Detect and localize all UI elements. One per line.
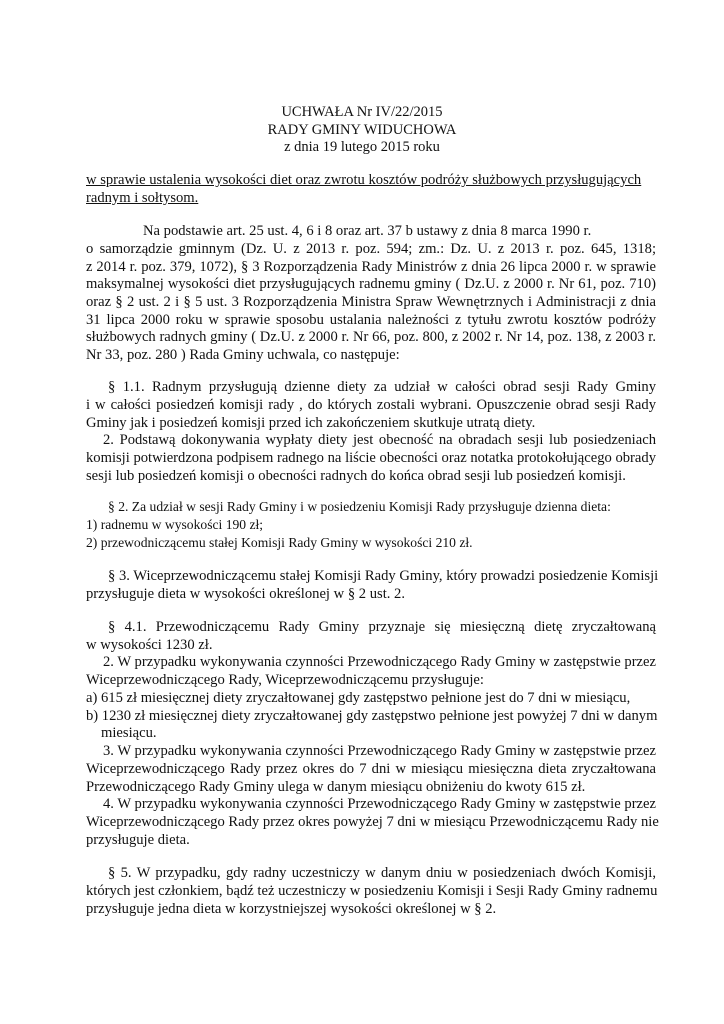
preamble-line: maksymalnej wysokości diet przysługujących radnemu gminy ( Dz.U. z 2000 r. Nr 61, poz. 710)	[86, 276, 656, 292]
par4-line: 2. W przypadku wykonywania czynności Przewodniczącego Rady Gminy w zastępstwie przez	[103, 654, 656, 670]
subject-line: radnym i sołtysom.	[86, 190, 199, 206]
par4-line: Wiceprzewodniczącego Rady przez okres do 7 dni w miesiącu miesięczna dieta zryczałtowana	[86, 761, 656, 777]
par4-line: przysługuje dieta.	[86, 832, 190, 848]
par5-line: których jest członkiem, bądź też uczestniczy w posiedzeniu Komisji i Sesji Rady Gminy radnemu	[86, 883, 658, 899]
par4-line: § 4.1. Przewodniczącemu Rady Gminy przyznaje się miesięczną dietę zryczałtowaną	[108, 619, 656, 635]
par4-line: b) 1230 zł miesięcznej diety zryczałtowanej gdy zastępstwo pełnione jest powyżej 7 dni w danym	[86, 708, 658, 724]
preamble-line: o samorządzie gminnym (Dz. U. z 2013 r. poz. 594; zm.: Dz. U. z 2013 r. poz. 645, 1318;	[86, 241, 656, 257]
preamble-line: służbowych radnych gminy ( Dz.U. z 2000 r. Nr 66, poz. 800, z 2002 r. Nr 14, poz. 138, z 2003 r.	[86, 329, 656, 345]
preamble-line: Nr 33, poz. 280 ) Rada Gminy uchwala, co następuje:	[86, 347, 400, 363]
par1-line: i w całości posiedzeń komisji rady , do których zostali wybrani. Opuszczenie obrad sesji Rady	[86, 397, 656, 413]
par4-line: w wysokości 1230 zł.	[86, 637, 213, 653]
par4-line: Wiceprzewodniczącego Rady, Wiceprzewodniczącemu przysługuje:	[86, 672, 484, 688]
par1-line: 2. Podstawą dokonywania wypłaty diety jest obecność na obradach sesji lub posiedzeniach	[103, 432, 656, 448]
preamble-line: oraz § 2 ust. 2 i § 5 ust. 3 Rozporządzenia Ministra Spraw Wewnętrznych i Administracji z dnia	[86, 294, 656, 310]
council-name: RADY GMINY WIDUCHOWA	[267, 122, 457, 138]
resolution-date: z dnia 19 lutego 2015 roku	[284, 139, 440, 155]
par4-line: 4. W przypadku wykonywania czynności Przewodniczącego Rady Gminy w zastępstwie przez	[103, 796, 656, 812]
par2-line: 2) przewodniczącemu stałej Komisji Rady Gminy w wysokości 210 zł.	[86, 535, 473, 550]
par1-line: § 1.1. Radnym przysługują dzienne diety za udział w całości obrad sesji Rady Gminy	[108, 379, 656, 395]
par5-line: przysługuje jedna dieta w korzystniejszej wysokości określonej w § 2.	[86, 901, 497, 917]
par1-line: komisji potwierdzona podpisem radnego na liście obecności oraz notatka protokołującego obrady	[86, 450, 656, 466]
preamble-line: z 2014 r. poz. 379, 1072), § 3 Rozporządzenia Rady Ministrów z dnia 26 lipca 2000 r. w sprawie	[86, 259, 656, 275]
par3-line: § 3. Wiceprzewodniczącemu stałej Komisji Rady Gminy, który prowadzi posiedzenie Komisji	[108, 568, 659, 584]
par4-line: miesiącu.	[101, 725, 157, 741]
par2-line: § 2. Za udział w sesji Rady Gminy i w posiedzeniu Komisji Rady przysługuje dzienna dieta:	[108, 499, 611, 514]
par4-line: Wiceprzewodniczącego Rady przez okres powyżej 7 dni w miesiącu Przewodniczącemu Rady nie	[86, 814, 659, 830]
par5-line: § 5. W przypadku, gdy radny uczestniczy w danym dniu w posiedzeniach dwóch Komisji,	[108, 865, 656, 881]
par3-line: przysługuje dieta w wysokości określonej w § 2 ust. 2.	[86, 586, 405, 602]
par4-line: a) 615 zł miesięcznej diety zryczałtowanej gdy zastępstwo pełnione jest do 7 dni w miesiącu,	[86, 690, 631, 706]
subject-line: w sprawie ustalenia wysokości diet oraz zwrotu kosztów podróży służbowych przysługujących	[86, 172, 642, 188]
par4-line: 3. W przypadku wykonywania czynności Przewodniczącego Rady Gminy w zastępstwie przez	[103, 743, 656, 759]
par1-line: sesji lub posiedzeń komisji o obecności radnych do końca obrad sesji lub posiedzeń komisji.	[86, 468, 626, 484]
resolution-number: UCHWAŁA Nr IV/22/2015	[281, 104, 443, 120]
par2-line: 1) radnemu w wysokości 190 zł;	[86, 517, 264, 532]
par4-line: Przewodniczącego Rady Gminy ulega w danym miesiącu obniżeniu do kwoty 615 zł.	[86, 779, 586, 795]
preamble-line: Na podstawie art. 25 ust. 4, 6 i 8 oraz art. 37 b ustawy z dnia 8 marca 1990 r.	[143, 223, 592, 239]
preamble-line: 31 lipca 2000 roku w sprawie sposobu ustalania należności z tytułu zwrotu kosztów podróży	[86, 312, 656, 328]
par1-line: Gminy jak i posiedzeń komisji przed ich zakończeniem skutkuje utratą diety.	[86, 415, 536, 431]
